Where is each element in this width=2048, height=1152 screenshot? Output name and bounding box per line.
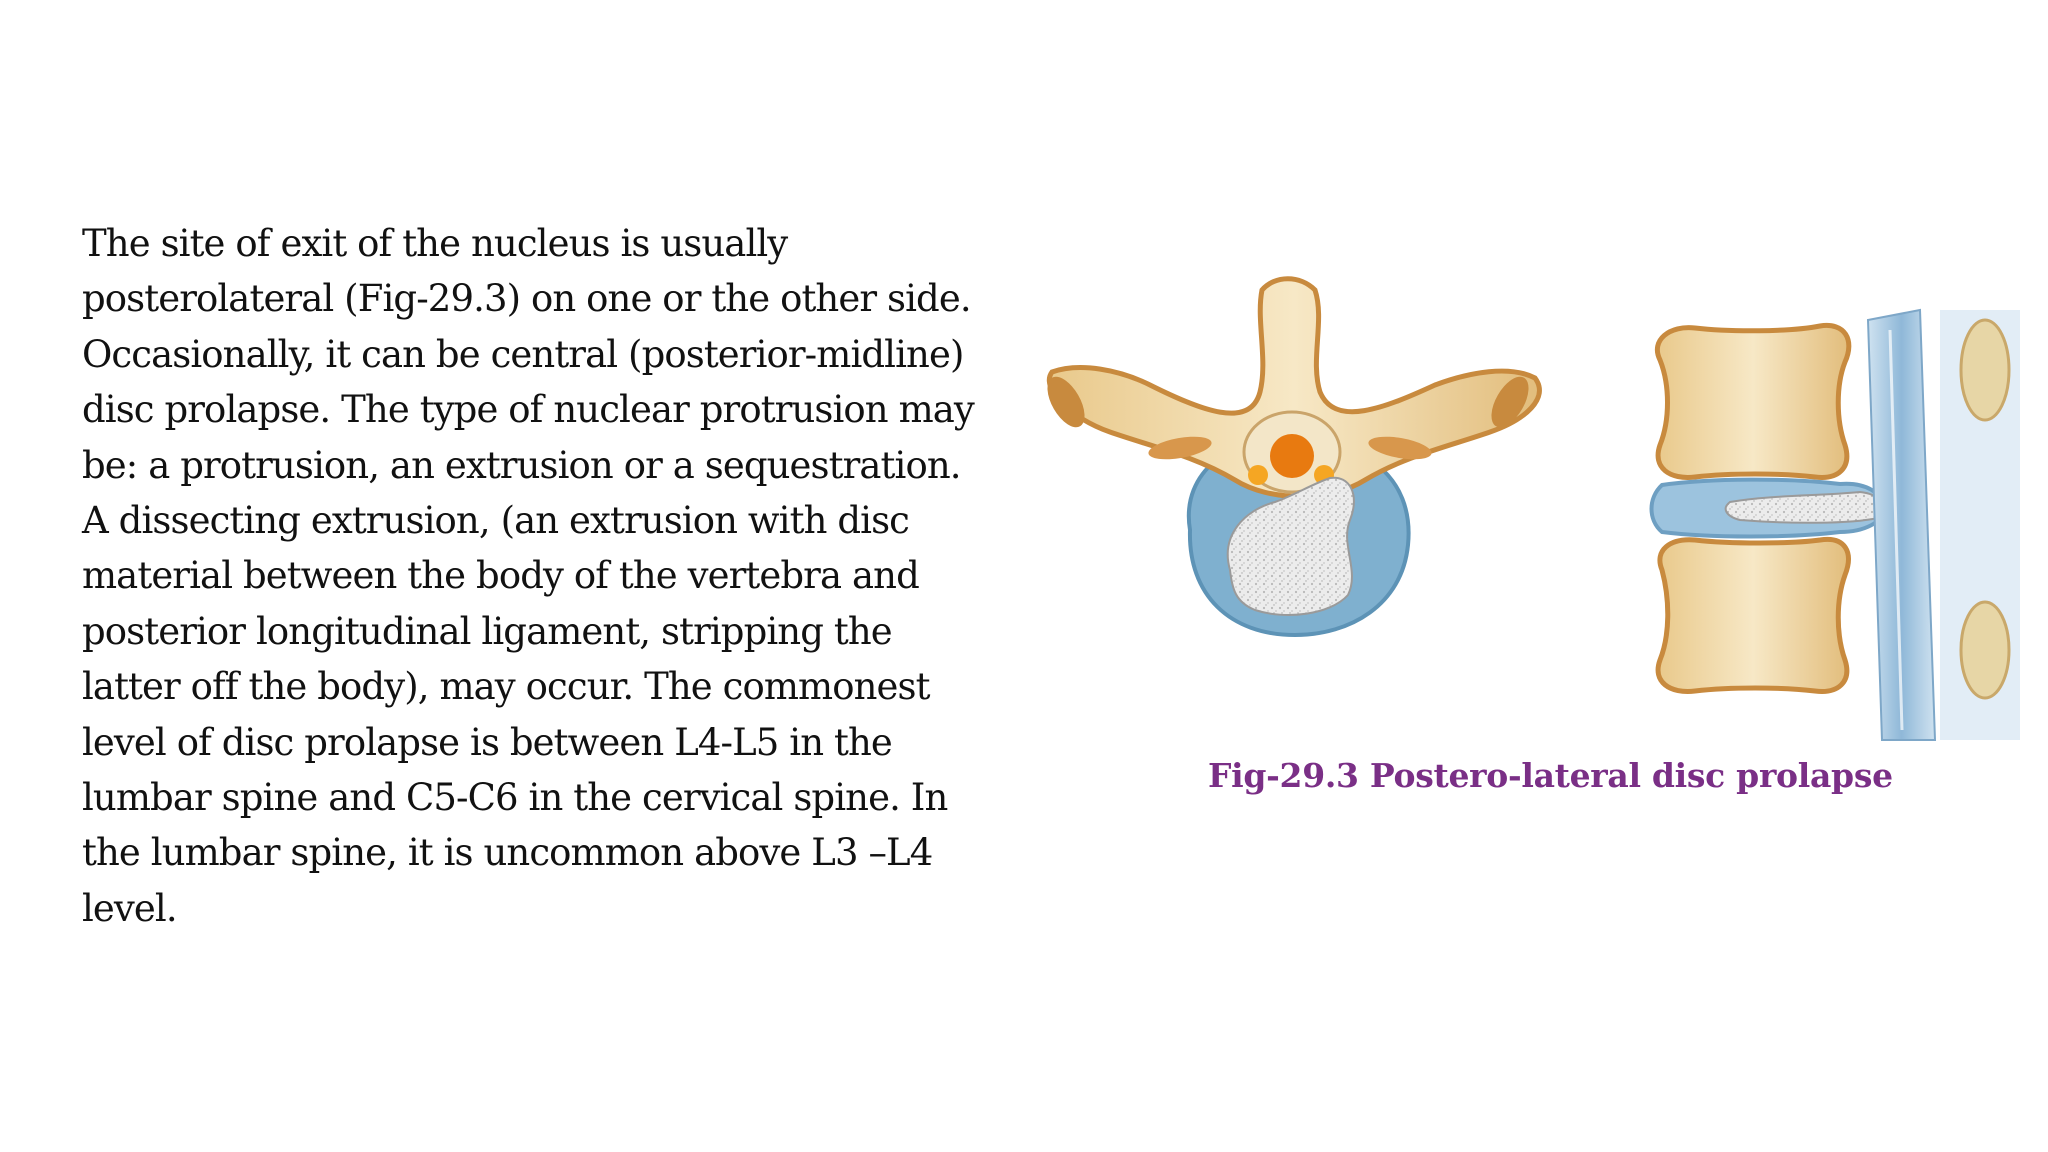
sagittal-spine — [1652, 310, 2021, 740]
upper-vertebral-body — [1657, 325, 1848, 477]
lower-vertebral-body — [1658, 539, 1848, 691]
disc-prolapse-illustration — [1030, 270, 2030, 750]
paragraph-line: disc prolapse. The type of nuclear protrusion may — [82, 388, 974, 432]
paragraph-line: posterolateral (Fig-29.3) on one or the other side. — [82, 277, 971, 321]
nerve-root-left — [1248, 465, 1268, 485]
paragraph-line: the lumbar spine, it is uncommon above L3 –L4 — [82, 831, 933, 875]
paragraph-line: lumbar spine and C5-C6 in the cervical spine. In — [82, 776, 948, 820]
spinous-process-upper — [1961, 320, 2009, 420]
paragraph-line: posterior longitudinal ligament, stripping the — [82, 609, 892, 653]
paragraph-line: level. — [82, 886, 177, 930]
paragraph-line: Occasionally, it can be central (posterior-midline) — [82, 332, 964, 376]
spinous-process-lower — [1961, 602, 2009, 698]
disc-prolapse-figure — [1030, 270, 2030, 750]
body-paragraph — [82, 216, 1002, 936]
paragraph-line: material between the body of the vertebra and — [82, 554, 919, 598]
paragraph-line: The site of exit of the nucleus is usually — [82, 222, 788, 265]
figure-caption: Fig-29.3 Postero-lateral disc prolapse — [1208, 756, 1893, 795]
paragraph-line: A dissecting extrusion, (an extrusion with disc — [82, 499, 909, 543]
axial-vertebra — [1040, 279, 1540, 635]
paragraph-line: be: a protrusion, an extrusion or a sequestration. — [82, 443, 961, 487]
paragraph-line: level of disc prolapse is between L4-L5 in the — [82, 720, 892, 764]
spinal-cord — [1270, 434, 1314, 478]
paragraph-line: latter off the body), may occur. The commonest — [82, 665, 930, 709]
